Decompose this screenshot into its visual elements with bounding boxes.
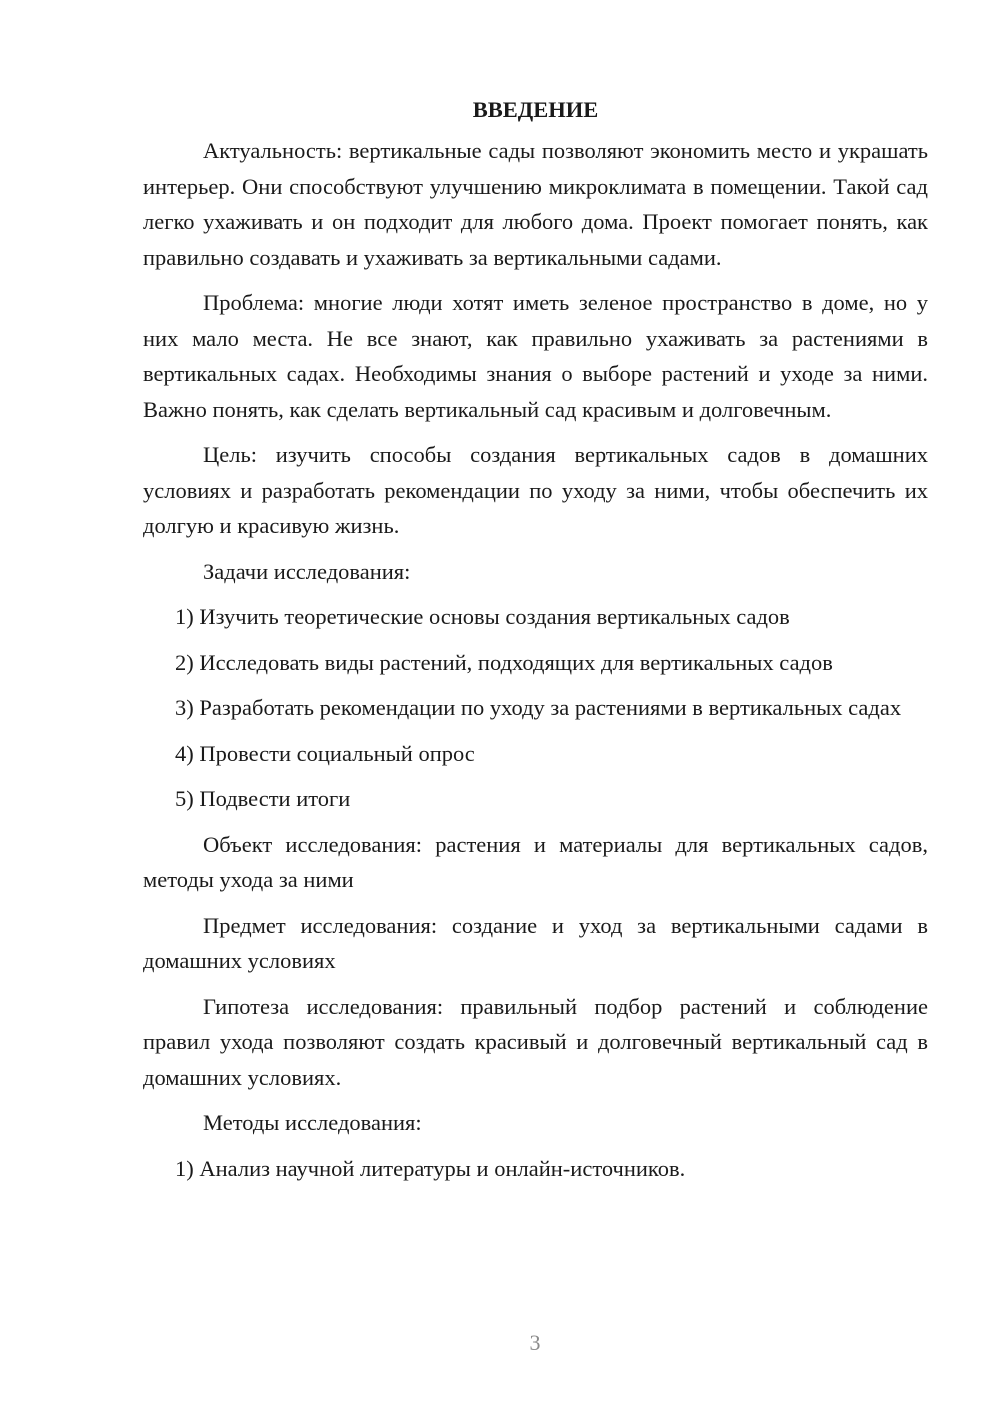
hypothesis-paragraph: Гипотеза исследования: правильный подбор растений и соблюдение правил ухода позволяют создать красивый и долговечный вертикальный сад в домашних условиях. [143,993,928,1090]
method-item: 1) Анализ научной литературы и онлайн-источников. [175,1155,686,1181]
methods-heading: Методы исследования: [203,1110,422,1135]
task-item: 4) Провести социальный опрос [175,740,475,766]
task-item: 1) Изучить теоретические основы создания вертикальных садов [175,604,790,629]
document-page [143,92,928,1196]
task-item: 2) Исследовать виды растений, подходящих для вертикальных садов [175,649,833,675]
goal-paragraph: Цель: изучить способы создания вертикальных садов в домашних условиях и разработать рекомендации по уходу за ними, чтобы обеспечить их долгую и красивую жизнь. [143,442,928,538]
problem-paragraph: Проблема: многие люди хотят иметь зеленое пространство в доме, но у них мало места. Не все знают, как правильно ухаживать за растениями в вертикальных садах. Необходимы знания о выборе растений и уходе за ними. Важно понять, как сделать вертикальный сад красивым и долговечным. [143,290,928,422]
object-paragraph: Объект исследования: растения и материалы для вертикальных садов, методы ухода за ними [143,831,928,892]
task-item: 3) Разработать рекомендации по уходу за растениями в вертикальных садах [175,695,902,720]
task-item: 5) Подвести итоги [175,786,351,811]
tasks-heading: Задачи исследования: [203,558,411,584]
relevance-paragraph: Актуальность: вертикальные сады позволяют экономить место и украшать интерьер. Они способствуют улучшению микроклимата в помещении. Такой сад легко ухаживать и он подходит для любого дома. Проект помогает понять, как правильно создавать и ухаживать за вертикальными садами. [143,138,928,270]
page-title: ВВЕДЕНИЕ [472,97,599,122]
subject-paragraph: Предмет исследования: создание и уход за вертикальными садами в домашних условиях [143,912,928,973]
page-number: 3 [529,1330,541,1355]
